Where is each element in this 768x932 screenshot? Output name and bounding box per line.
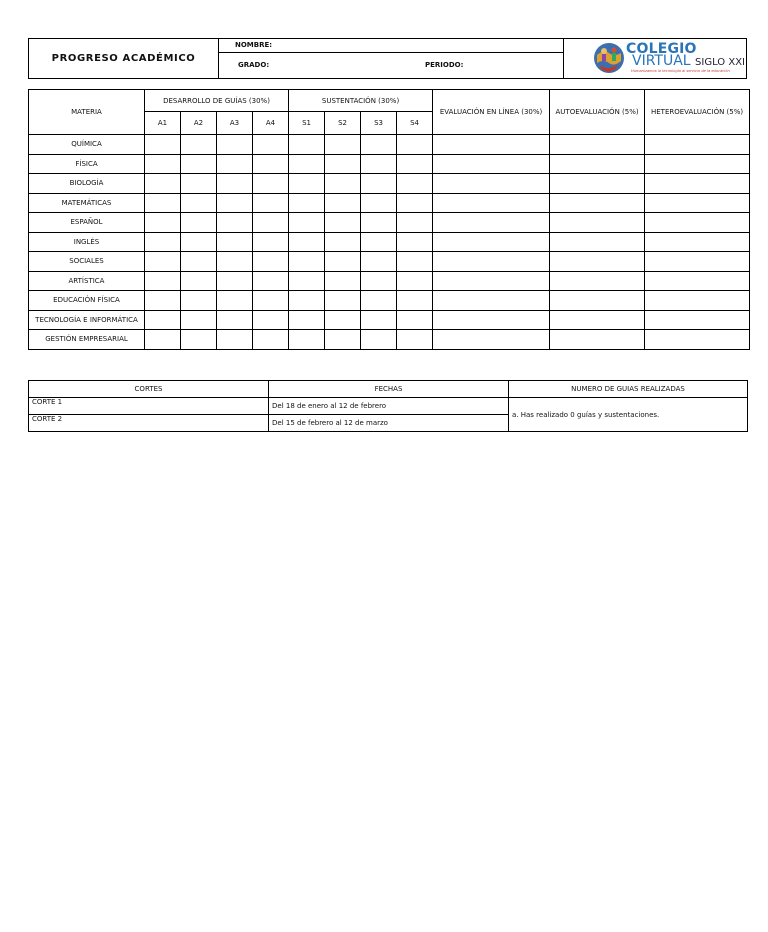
grade-cell[interactable] (645, 213, 750, 233)
grade-cell[interactable] (361, 174, 397, 194)
grade-cell[interactable] (361, 271, 397, 291)
grade-cell[interactable] (645, 174, 750, 194)
subject-name: SOCIALES (29, 252, 145, 272)
subject-name: TECNOLOGÍA E INFORMÁTICA (29, 310, 145, 330)
col-s2: S2 (325, 112, 361, 135)
student-info (218, 39, 564, 78)
grade-cell[interactable] (361, 135, 397, 155)
grade-cell[interactable] (217, 271, 253, 291)
desarrollo-guias-header: DESARROLLO DE GUÍAS (30%) (145, 90, 289, 112)
grade-cell[interactable] (181, 330, 217, 350)
subject-name: MATEMÁTICAS (29, 193, 145, 213)
grade-cell[interactable] (550, 310, 645, 330)
grade-cell[interactable] (397, 252, 433, 272)
grade-cell[interactable] (217, 330, 253, 350)
sustentacion-header: SUSTENTACIÓN (30%) (289, 90, 433, 112)
grade-cell[interactable] (397, 310, 433, 330)
grade-cell[interactable] (550, 193, 645, 213)
grade-cell[interactable] (289, 154, 325, 174)
grade-cell[interactable] (397, 271, 433, 291)
grade-cell[interactable] (145, 193, 181, 213)
grade-cell[interactable] (289, 232, 325, 252)
grade-cell[interactable] (217, 135, 253, 155)
grade-cell[interactable] (145, 330, 181, 350)
nombre-label: NOMBRE: (235, 41, 273, 49)
grade-cell[interactable] (217, 310, 253, 330)
cortes-header: CORTES (29, 381, 269, 398)
grade-cell[interactable] (253, 252, 289, 272)
guias-realizadas-text: a. Has realizado 0 guías y sustentaciones. (509, 398, 748, 432)
table-row (29, 291, 750, 311)
grade-cell[interactable] (181, 252, 217, 272)
grade-cell[interactable] (289, 310, 325, 330)
grade-cell[interactable] (217, 232, 253, 252)
table-row (29, 174, 750, 194)
subject-name: ESPAÑOL (29, 213, 145, 233)
grade-cell[interactable] (325, 135, 361, 155)
corte-1-fecha: Del 18 de enero al 12 de febrero (269, 398, 509, 415)
grade-cell[interactable] (361, 330, 397, 350)
guias-header: NUMERO DE GUIAS REALIZADAS (509, 381, 748, 398)
periodo-label: PERIODO: (425, 61, 464, 69)
report-title: PROGRESO ACADÉMICO (29, 39, 219, 78)
grade-cell[interactable] (433, 193, 550, 213)
col-s3: S3 (361, 112, 397, 135)
col-s4: S4 (397, 112, 433, 135)
grade-cell[interactable] (253, 213, 289, 233)
grade-cell[interactable] (361, 232, 397, 252)
grade-cell[interactable] (253, 291, 289, 311)
divider (218, 52, 563, 53)
grade-cell[interactable] (325, 232, 361, 252)
grade-cell[interactable] (217, 193, 253, 213)
table-row (29, 213, 750, 233)
grade-cell[interactable] (289, 252, 325, 272)
grade-cell[interactable] (550, 154, 645, 174)
grade-cell[interactable] (433, 174, 550, 194)
subject-name: FÍSICA (29, 154, 145, 174)
grade-cell[interactable] (550, 252, 645, 272)
grade-cell[interactable] (433, 291, 550, 311)
grade-cell[interactable] (181, 213, 217, 233)
grade-cell[interactable] (433, 232, 550, 252)
materia-header: MATERIA (29, 90, 145, 135)
grade-cell[interactable] (253, 154, 289, 174)
grade-cell[interactable] (289, 330, 325, 350)
logo-virtual: VIRTUAL (632, 53, 691, 69)
grade-cell[interactable] (361, 310, 397, 330)
grade-cell[interactable] (550, 174, 645, 194)
grade-cell[interactable] (217, 252, 253, 272)
grade-cell[interactable] (550, 291, 645, 311)
grade-cell[interactable] (289, 213, 325, 233)
grade-cell[interactable] (325, 193, 361, 213)
table-row (29, 271, 750, 291)
logo-tagline: Humanizamos la tecnología al servicio de la educación (631, 69, 730, 73)
grade-cell[interactable] (253, 232, 289, 252)
grade-cell[interactable] (253, 135, 289, 155)
grade-cell[interactable] (433, 271, 550, 291)
logo-line-2 (632, 53, 745, 69)
grade-cell[interactable] (181, 291, 217, 311)
grade-cell[interactable] (181, 193, 217, 213)
grade-cell[interactable] (645, 271, 750, 291)
grade-cell[interactable] (325, 154, 361, 174)
autoevaluacion-header: AUTOEVALUACIÓN (5%) (550, 90, 645, 135)
globe-emblem-icon (592, 41, 626, 75)
grade-cell[interactable] (433, 135, 550, 155)
grades-table (28, 89, 750, 350)
grade-cell[interactable] (289, 291, 325, 311)
grade-cell[interactable] (361, 291, 397, 311)
grade-cell[interactable] (645, 135, 750, 155)
subject-name: INGLÉS (29, 232, 145, 252)
logo-line-1: COLEGIO (626, 41, 697, 57)
table-row (29, 193, 750, 213)
grade-cell[interactable] (645, 330, 750, 350)
cortes-table (28, 380, 748, 432)
grade-cell[interactable] (217, 154, 253, 174)
grade-cell[interactable] (289, 174, 325, 194)
grade-cell[interactable] (181, 232, 217, 252)
subject-name: QUÍMICA (29, 135, 145, 155)
grade-cell[interactable] (325, 330, 361, 350)
subject-name: BIOLOGÍA (29, 174, 145, 194)
grade-cell[interactable] (433, 310, 550, 330)
grade-cell[interactable] (253, 193, 289, 213)
grade-cell[interactable] (550, 135, 645, 155)
grade-cell[interactable] (550, 271, 645, 291)
grade-cell[interactable] (397, 193, 433, 213)
grade-cell[interactable] (253, 310, 289, 330)
grade-cell[interactable] (289, 135, 325, 155)
table-row (29, 154, 750, 174)
logo-siglo: SIGLO XXI (695, 57, 746, 68)
grade-cell[interactable] (433, 213, 550, 233)
grade-cell[interactable] (181, 310, 217, 330)
grade-cell[interactable] (397, 330, 433, 350)
col-a3: A3 (217, 112, 253, 135)
grade-cell[interactable] (325, 291, 361, 311)
grade-cell[interactable] (217, 213, 253, 233)
grade-cell[interactable] (181, 271, 217, 291)
grade-cell[interactable] (361, 252, 397, 272)
grade-cell[interactable] (181, 174, 217, 194)
col-a4: A4 (253, 112, 289, 135)
grade-cell[interactable] (145, 271, 181, 291)
grade-cell[interactable] (645, 291, 750, 311)
table-row (29, 135, 750, 155)
grade-cell[interactable] (145, 232, 181, 252)
report-header (28, 38, 747, 79)
grade-cell[interactable] (325, 252, 361, 272)
fechas-header: FECHAS (269, 381, 509, 398)
grade-cell[interactable] (145, 213, 181, 233)
col-s1: S1 (289, 112, 325, 135)
grade-cell[interactable] (253, 271, 289, 291)
grade-cell[interactable] (433, 330, 550, 350)
evaluacion-linea-header: EVALUACIÓN EN LÍNEA (30%) (433, 90, 550, 135)
subject-name: GESTIÓN EMPRESARIAL (29, 330, 145, 350)
grade-cell[interactable] (145, 174, 181, 194)
col-a1: A1 (145, 112, 181, 135)
grade-cell[interactable] (550, 330, 645, 350)
grade-cell[interactable] (645, 252, 750, 272)
grade-cell[interactable] (145, 291, 181, 311)
grade-cell[interactable] (325, 213, 361, 233)
subject-name: EDUCACIÓN FÍSICA (29, 291, 145, 311)
grade-cell[interactable] (361, 193, 397, 213)
corte-2-fecha: Del 15 de febrero al 12 de marzo (269, 415, 509, 432)
table-row (29, 330, 750, 350)
grade-cell[interactable] (645, 310, 750, 330)
grade-cell[interactable] (645, 232, 750, 252)
grade-cell[interactable] (397, 135, 433, 155)
grade-cell[interactable] (325, 271, 361, 291)
grade-cell[interactable] (397, 213, 433, 233)
grade-cell[interactable] (550, 213, 645, 233)
table-row (29, 310, 750, 330)
col-a2: A2 (181, 112, 217, 135)
grade-cell[interactable] (145, 135, 181, 155)
grade-cell[interactable] (145, 310, 181, 330)
grade-cell[interactable] (433, 154, 550, 174)
grade-cell[interactable] (433, 252, 550, 272)
grades-body (29, 135, 750, 350)
grade-cell[interactable] (253, 174, 289, 194)
grade-cell[interactable] (145, 154, 181, 174)
grado-label: GRADO: (238, 61, 270, 69)
table-row (29, 252, 750, 272)
heteroevaluacion-header: HETEROEVALUACIÓN (5%) (645, 90, 750, 135)
grade-cell[interactable] (397, 232, 433, 252)
grade-cell[interactable] (361, 213, 397, 233)
subject-name: ARTÍSTICA (29, 271, 145, 291)
grade-cell[interactable] (550, 232, 645, 252)
grade-cell[interactable] (325, 174, 361, 194)
table-row (29, 232, 750, 252)
grade-cell[interactable] (145, 252, 181, 272)
corte-2-label: CORTE 2 (29, 415, 269, 432)
grade-cell[interactable] (181, 135, 217, 155)
corte-1-label: CORTE 1 (29, 398, 269, 415)
grade-cell[interactable] (397, 154, 433, 174)
grade-cell[interactable] (397, 174, 433, 194)
grade-cell[interactable] (325, 310, 361, 330)
grade-cell[interactable] (645, 193, 750, 213)
grade-cell[interactable] (217, 174, 253, 194)
table-row (29, 398, 748, 415)
grade-cell[interactable] (217, 291, 253, 311)
grade-cell[interactable] (181, 154, 217, 174)
grade-cell[interactable] (645, 154, 750, 174)
grade-cell[interactable] (397, 291, 433, 311)
grade-cell[interactable] (289, 193, 325, 213)
grade-cell[interactable] (361, 154, 397, 174)
grade-cell[interactable] (253, 330, 289, 350)
school-logo (564, 39, 746, 78)
grade-cell[interactable] (289, 271, 325, 291)
